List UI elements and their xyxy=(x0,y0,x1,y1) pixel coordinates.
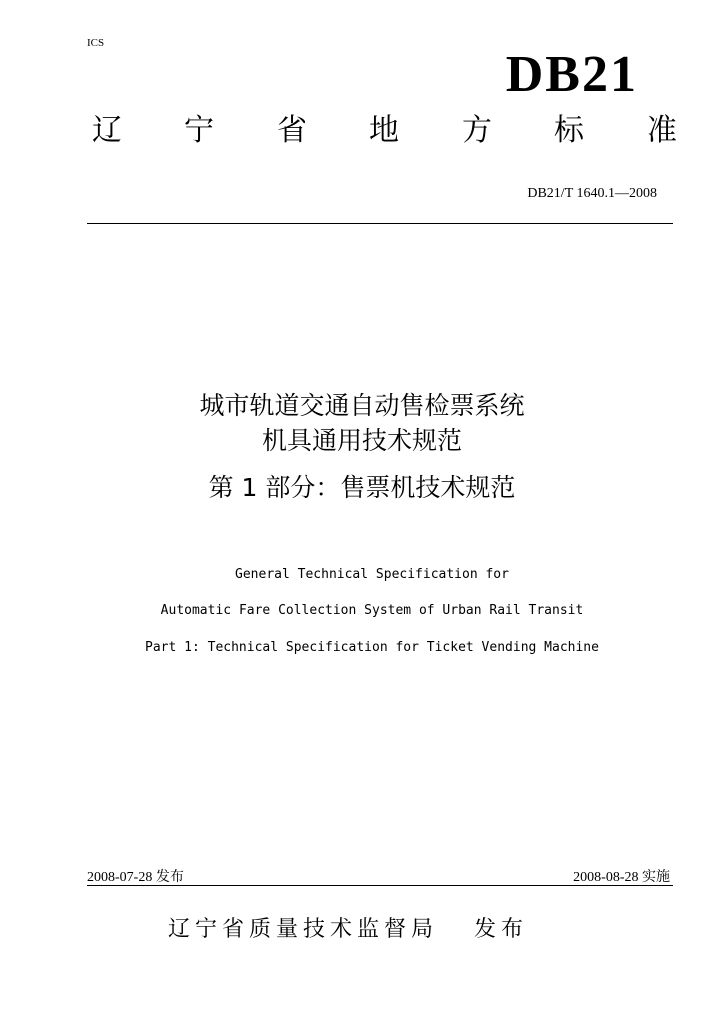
header-divider xyxy=(87,223,673,224)
standard-type-char: 准 xyxy=(647,113,677,148)
standard-logo: DB21 xyxy=(505,46,638,103)
chinese-title-line-1: 城市轨道交通自动售检票系统 xyxy=(199,391,525,420)
publisher-line xyxy=(168,912,528,943)
chinese-title-line-2: 机具通用技术规范 xyxy=(261,426,462,455)
standard-type-char: 辽 xyxy=(92,113,122,148)
chinese-title-line-3: 第 1 部分：售票机技术规范 xyxy=(208,473,516,502)
standard-type-char: 方 xyxy=(462,113,492,148)
standard-type-char: 标 xyxy=(554,113,584,148)
standard-type-char: 地 xyxy=(369,113,399,148)
issue-date: 2008-07-28 发布 xyxy=(87,870,184,885)
standard-type-heading xyxy=(0,111,724,151)
english-title-line-2: Automatic Fare Collection System of Urban Rail Transit xyxy=(160,603,584,618)
english-title-line-1: General Technical Specification for xyxy=(235,567,509,582)
effective-date: 2008-08-28 实施 xyxy=(573,870,670,885)
ics-label: ICS xyxy=(87,37,105,49)
standard-type-char: 宁 xyxy=(184,113,214,148)
english-title-line-3: Part 1: Technical Specification for Ticket Vending Machine xyxy=(145,640,599,655)
standard-type-char: 省 xyxy=(277,113,307,148)
standard-code: DB21/T 1640.1—2008 xyxy=(527,186,657,201)
publisher-name: 辽宁省质量技术监督局 xyxy=(168,917,439,942)
publish-label: 发布 xyxy=(474,917,529,942)
footer-divider xyxy=(87,885,673,886)
